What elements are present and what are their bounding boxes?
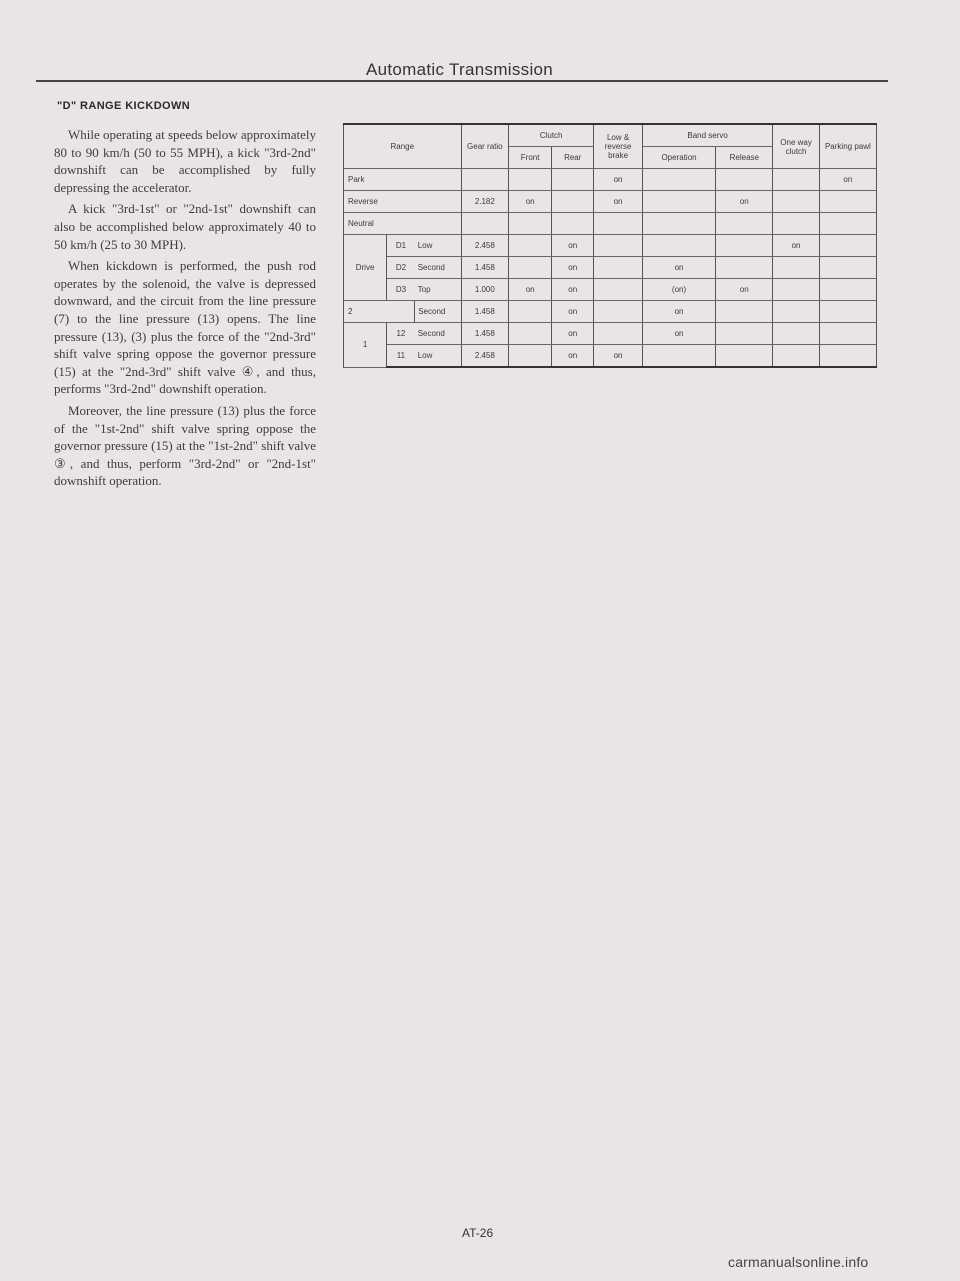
- table-row: [344, 257, 877, 279]
- cell-operation: on: [642, 301, 715, 323]
- header-clutch: Clutch: [509, 124, 594, 147]
- cell-code: 12: [387, 323, 415, 345]
- cell-low-rev: on: [594, 345, 643, 368]
- table-row: [344, 235, 877, 257]
- cell-low-rev: on: [594, 191, 643, 213]
- cell-front: on: [509, 279, 552, 301]
- cell-ratio: 1.458: [461, 301, 508, 323]
- header-parking-pawl: Parking pawl: [819, 124, 876, 169]
- page-number: AT-26: [462, 1226, 494, 1240]
- cell-ratio: 2.458: [461, 345, 508, 368]
- table-row: [344, 345, 877, 368]
- paragraph: A kick "3rd-1st" or "2nd-1st" downshift can also be accomplished below approximately 40 to 50 km/h (25 to 30 MPH).: [54, 201, 316, 252]
- section-heading: "D" RANGE KICKDOWN: [57, 100, 191, 112]
- table-row: [344, 301, 877, 323]
- cell-rear: on: [552, 257, 594, 279]
- cell-name: Top: [415, 279, 461, 301]
- page-header: Automatic Transmission: [366, 60, 554, 79]
- range-2: 2: [344, 301, 415, 323]
- table-row: [344, 213, 877, 235]
- paragraph: When kickdown is performed, the push rod operates by the solenoid, the valve is depressed downward, and the circuit from the line pressure (7) to the line pressure (13) opens. The line pressure (13), (3) plus the force of the "2nd-3rd" shift valve spring oppose the governor pressure (15) at the "2nd-3rd" shift valve ④, and thus, performs "3rd-2nd" downshift operation.: [54, 258, 316, 397]
- paragraph: Moreover, the line pressure (13) plus the force of the "1st-2nd" shift valve spring oppose the governor pressure (15) at the "1st-2nd" shift valve ③, and thus, perform "3rd-2nd" or "2nd-1st" downshift operation.: [54, 402, 316, 489]
- cell-name: Low: [415, 235, 461, 257]
- cell-ratio: 2.182: [461, 191, 508, 213]
- cell-operation: on: [642, 257, 715, 279]
- header-front: Front: [509, 147, 552, 169]
- cell-name: Second: [415, 323, 461, 345]
- cell-rear: on: [552, 279, 594, 301]
- cell-one-way: on: [773, 235, 819, 257]
- range-neutral: Neutral: [344, 213, 462, 235]
- cell-rear: on: [552, 323, 594, 345]
- header-rear: Rear: [552, 147, 594, 169]
- table-row: [344, 279, 877, 301]
- cell-ratio: 1.458: [461, 257, 508, 279]
- cell-ratio: 1.000: [461, 279, 508, 301]
- cell-ratio: 1.458: [461, 323, 508, 345]
- body-text: [54, 126, 316, 494]
- range-park: Park: [344, 169, 462, 191]
- cell-code: D3: [387, 279, 415, 301]
- cell-name: Second: [415, 257, 461, 279]
- cell-code: D2: [387, 257, 415, 279]
- cell-code: 11: [387, 345, 415, 368]
- cell-ratio: 2.458: [461, 235, 508, 257]
- table-row: [344, 169, 877, 191]
- cell-pawl: on: [819, 169, 876, 191]
- header-operation: Operation: [642, 147, 715, 169]
- cell-rear: on: [552, 235, 594, 257]
- cell-name: Low: [415, 345, 461, 368]
- table-row: [344, 323, 877, 345]
- range-reverse: Reverse: [344, 191, 462, 213]
- header-range: Range: [344, 124, 462, 169]
- cell-operation: on: [642, 323, 715, 345]
- cell-name: Second: [415, 301, 461, 323]
- cell-rear: on: [552, 345, 594, 368]
- header-gear-ratio: Gear ratio: [461, 124, 508, 169]
- range-drive: Drive: [344, 235, 387, 301]
- transmission-operation-table: [343, 123, 877, 368]
- cell-release: on: [716, 191, 773, 213]
- header-one-way-clutch: One way clutch: [773, 124, 819, 169]
- cell-code: D1: [387, 235, 415, 257]
- table-row: [344, 191, 877, 213]
- header-release: Release: [716, 147, 773, 169]
- cell-release: on: [716, 279, 773, 301]
- header-band-servo: Band servo: [642, 124, 773, 147]
- watermark-text: carmanualsonline.info: [728, 1254, 869, 1270]
- cell-operation: (on): [642, 279, 715, 301]
- header-low-reverse-brake: Low & reverse brake: [594, 124, 643, 169]
- cell-front: on: [509, 191, 552, 213]
- range-1: 1: [344, 323, 387, 368]
- cell-low-rev: on: [594, 169, 643, 191]
- header-rule: [36, 80, 888, 82]
- cell-rear: on: [552, 301, 594, 323]
- paragraph: While operating at speeds below approximately 80 to 90 km/h (50 to 55 MPH), a kick "3rd-2nd" downshift can be accomplished by fully depressing the accelerator.: [54, 127, 317, 195]
